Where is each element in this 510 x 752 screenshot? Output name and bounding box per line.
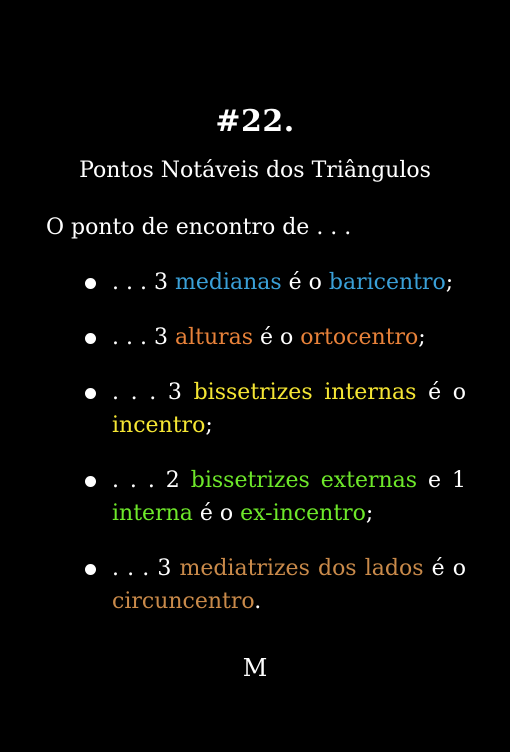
list-item-baricentro — [82, 266, 466, 299]
list-item-incentro — [82, 376, 466, 442]
signature: M — [242, 654, 268, 682]
highlight-ex-incentro: ex-incentro — [240, 501, 366, 526]
bullet-icon — [85, 476, 96, 487]
highlight-medianas: medianas — [174, 270, 282, 295]
intro-text: O ponto de encontro de . . . — [46, 215, 352, 240]
item-text: ; — [418, 325, 426, 350]
list-item-ex-incentro — [82, 464, 466, 530]
bullet-icon — [85, 564, 96, 575]
item-text: e 1 — [417, 468, 466, 493]
highlight-baricentro: baricentro — [328, 270, 446, 295]
item-text: é o — [192, 501, 241, 526]
item-number: #22. — [215, 104, 295, 139]
item-text: . . . 3 — [112, 270, 175, 295]
item-text: é o — [416, 380, 466, 405]
highlight-interna: interna — [112, 501, 193, 526]
item-text: . . . 3 — [112, 380, 194, 405]
item-text: . — [254, 589, 262, 614]
item-text: ; — [205, 413, 213, 438]
list-item-circuncentro — [82, 552, 466, 618]
item-text: ; — [445, 270, 454, 295]
bullet-icon — [85, 388, 96, 399]
item-text: é o — [253, 325, 301, 350]
highlight-ortocentro: ortocentro — [300, 325, 419, 350]
highlight-incentro: incentro — [112, 413, 206, 438]
item-text: ; — [365, 501, 374, 526]
item-text: . . . 2 — [112, 468, 191, 493]
highlight-bissetrizes-internas: bissetrizes internas — [193, 380, 417, 405]
notable-points-list — [82, 266, 466, 640]
highlight-circuncentro: circuncentro — [112, 589, 255, 614]
bullet-icon — [85, 333, 96, 344]
list-item-ortocentro — [82, 321, 466, 354]
item-text: . . . 3 — [112, 325, 175, 350]
highlight-bissetrizes-externas: bissetrizes externas — [190, 468, 418, 493]
item-text: é o — [423, 556, 466, 581]
highlight-mediatrizes: mediatrizes dos lados — [179, 556, 424, 581]
bullet-icon — [85, 278, 96, 289]
page-title: Pontos Notáveis dos Triângulos — [79, 158, 431, 183]
item-text: . . . 3 — [112, 556, 180, 581]
highlight-alturas: alturas — [174, 325, 254, 350]
item-text: é o — [281, 270, 329, 295]
